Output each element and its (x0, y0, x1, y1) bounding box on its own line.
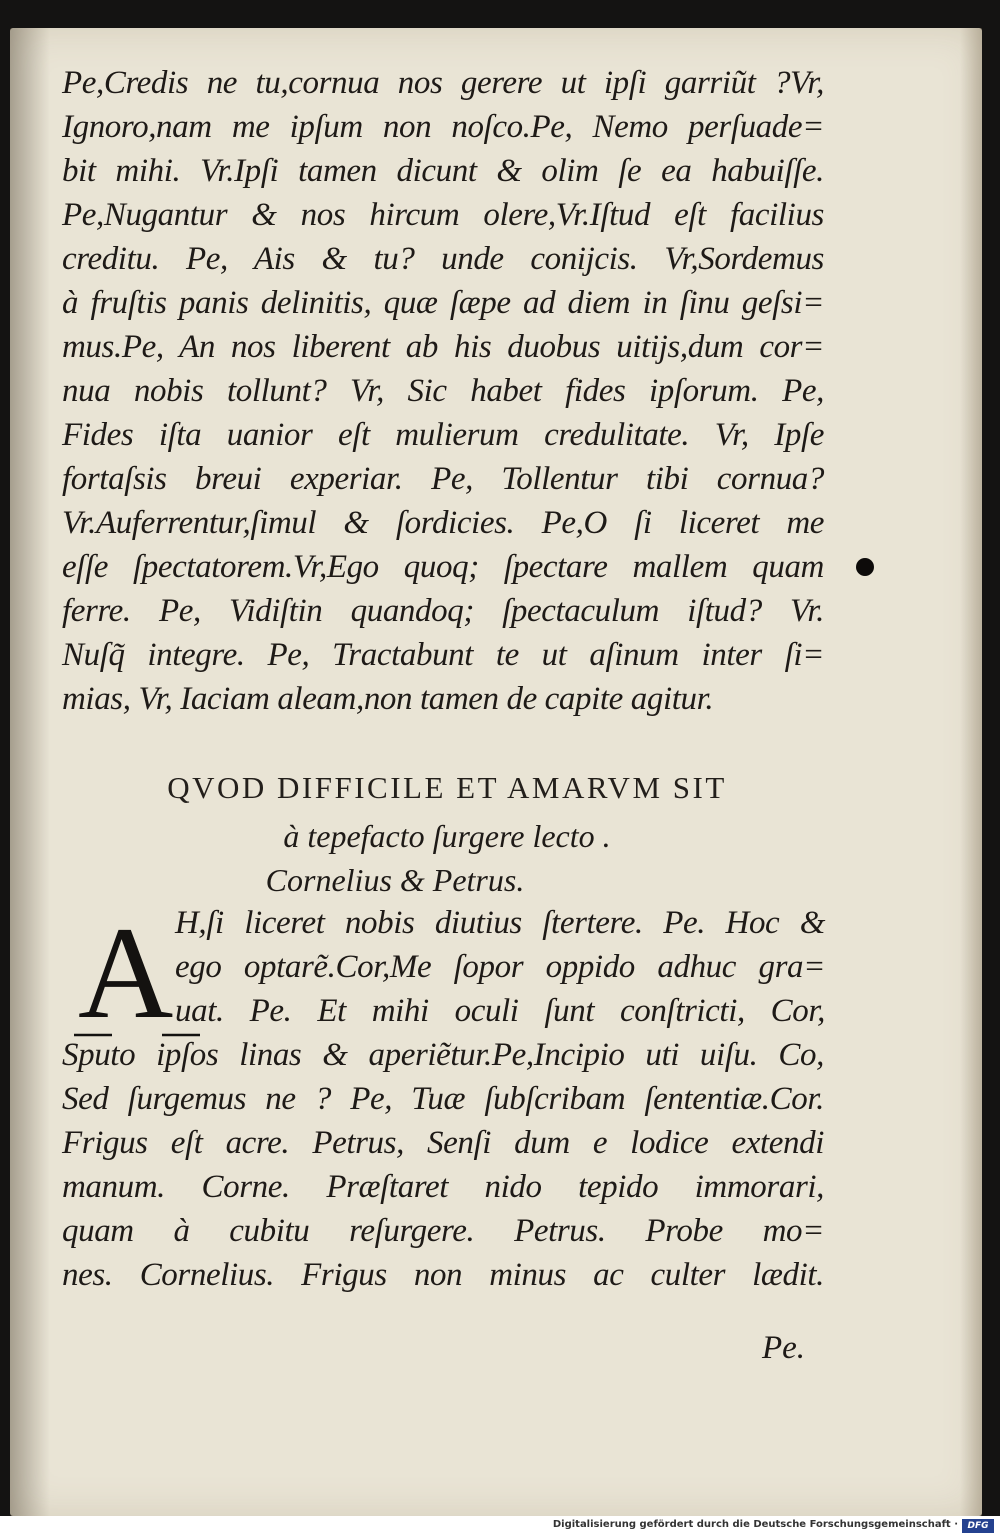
text-line-14: Nuſq̃ integre. Pe, Tractabunt te ut aſinum inter ſi= (62, 637, 824, 673)
footer-credit: Digitalisierung gefördert durch die Deutsche Forschungsgemeinschaft · (552, 1519, 958, 1530)
drop-text-line-2: ego optarẽ.Cor,Me ſopor oppido adhuc gra= (175, 949, 825, 985)
book-page (10, 28, 982, 1516)
section-heading: QVOD DIFFICILE ET AMARVM SIT (167, 770, 727, 805)
catchword: Pe. (762, 1330, 806, 1366)
drop-text-line-1: H,ſi liceret nobis diutius ſtertere. Pe. Hoc & (175, 905, 825, 941)
ink-spot (856, 558, 874, 576)
text-line-3: bit mihi. Vr.Ipſi tamen dicunt & olim ſe ea habuiſſe. (62, 153, 824, 189)
text-line-4: Pe,Nugantur & nos hircum olere,Vr.Iſtud eſt facilius (62, 197, 824, 233)
text-line-21: Frigus eſt acre. Petrus, Senſi dum e lodice extendi (62, 1125, 824, 1161)
section-subheading: à tepefacto ſurgere lecto . (283, 818, 611, 854)
text-line-20: Sed ſurgemus ne ? Pe, Tuæ ſubſcribam ſententiæ.Cor. (62, 1081, 824, 1117)
text-line-15: mias, Vr, Iaciam aleam,non tamen de capite agitur. (62, 681, 714, 717)
text-line-10: fortaſsis breui experiar. Pe, Tollentur tibi cornua? (62, 461, 824, 497)
page-edge-shadow (960, 28, 982, 1516)
text-line-1: Pe,Credis ne tu,cornua nos gerere ut ipſi garriũt ?Vr, (62, 65, 824, 101)
text-line-11: Vr.Auferrentur,ſimul & ſordicies. Pe,O ſi liceret me (62, 505, 824, 541)
text-line-6: à fruſtis panis delinitis, quæ ſæpe ad diem in ſinu geſsi= (62, 285, 824, 321)
digitization-footer (0, 1516, 1000, 1536)
text-line-8: nua nobis tollunt? Vr, Sic habet fides ipſorum. Pe, (62, 373, 824, 409)
text-line-5: creditu. Pe, Ais & tu? unde conijcis. Vr,Sordemus (62, 241, 824, 277)
text-line-23: quam à cubitu reſurgere. Petrus. Probe mo= (62, 1213, 824, 1249)
text-line-22: manum. Corne. Præſtaret nido tepido immorari, (62, 1169, 824, 1205)
text-line-7: mus.Pe, An nos liberent ab his duobus uitijs,dum cor= (62, 329, 824, 365)
text-line-2: Ignoro,nam me ipſum non noſco.Pe, Nemo perſuade= (62, 109, 824, 145)
text-line-24: nes. Cornelius. Frigus non minus ac culter lædit. (62, 1257, 824, 1293)
speakers-line: Cornelius & Petrus. (265, 862, 525, 898)
text-line-13: ferre. Pe, Vidiſtin quandoq; ſpectaculum iſtud? Vr. (62, 593, 824, 629)
dfg-logo: DFG (962, 1519, 994, 1533)
spine-shadow (10, 28, 50, 1516)
text-line-19: Sputo ipſos linas & aperiẽtur.Pe,Incipio uti uiſu. Co, (62, 1037, 824, 1073)
drop-cap-letter: A (78, 899, 174, 1046)
text-line-12: eſſe ſpectatorem.Vr,Ego quoq; ſpectare mallem quam (62, 549, 824, 585)
drop-text-line-3: uat. Pe. Et mihi oculi ſunt conſtricti, Cor, (175, 993, 825, 1029)
text-line-9: Fides iſta uanior eſt mulierum credulitate. Vr, Ipſe (62, 417, 824, 453)
